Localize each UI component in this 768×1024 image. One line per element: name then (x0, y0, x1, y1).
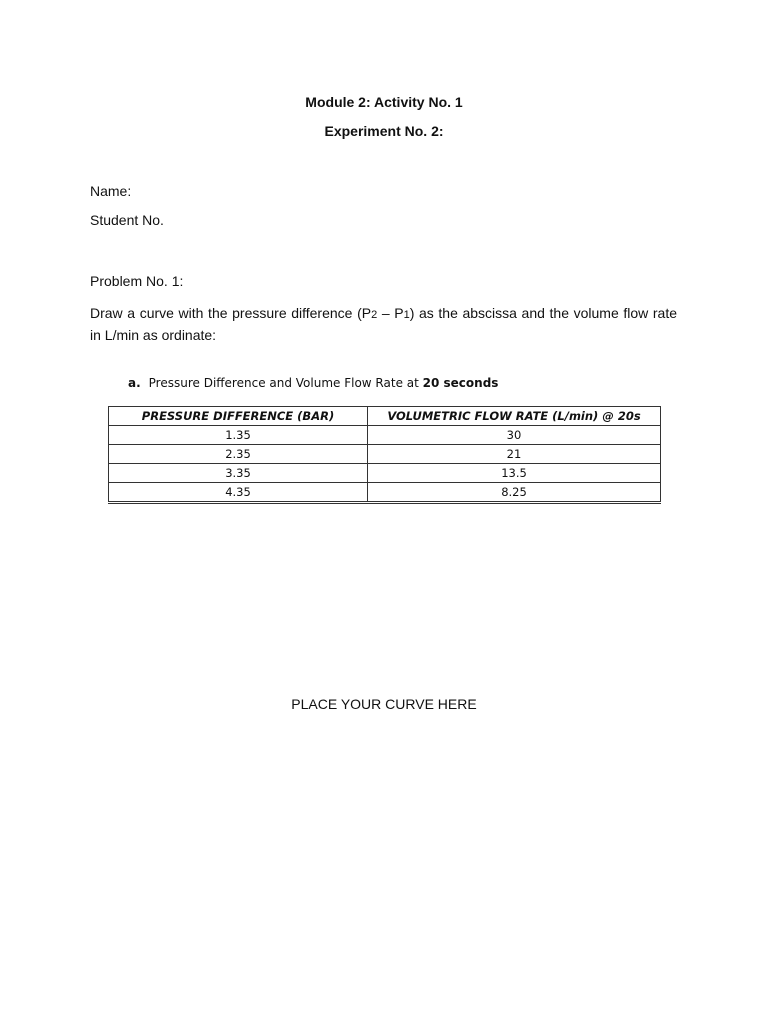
table-row (109, 483, 661, 503)
pressure-cell: 1.35 (109, 426, 368, 445)
pressure-cell: 3.35 (109, 464, 368, 483)
table-row (109, 445, 661, 464)
desc-sub-2: 2 (371, 309, 378, 321)
section-letter: a. (128, 376, 141, 390)
table-row (109, 426, 661, 445)
curve-placeholder: PLACE YOUR CURVE HERE (291, 696, 477, 712)
experiment-title: Experiment No. 2: (324, 123, 444, 139)
section-text: Pressure Difference and Volume Flow Rate at (148, 376, 423, 390)
section-bold: 20 seconds (422, 376, 499, 390)
problem-description (90, 303, 677, 345)
header-pressure: PRESSURE DIFFERENCE (BAR) (109, 407, 368, 426)
data-table (108, 406, 661, 504)
name-label: Name: (90, 183, 132, 199)
student-number-label: Student No. (90, 212, 164, 228)
module-title: Module 2: Activity No. 1 (305, 94, 463, 110)
table-header-row (109, 407, 661, 426)
flow-cell: 21 (368, 445, 661, 464)
desc-part1: Draw a curve with the pressure difference (P (90, 305, 372, 321)
header-flow: VOLUMETRIC FLOW RATE (L/min) @ 20s (368, 407, 661, 426)
flow-cell: 13.5 (368, 464, 661, 483)
desc-part2: – P (377, 305, 404, 321)
desc-part3: ) as the abscissa and the volume flow rate in L/min as ordinate: (90, 305, 678, 343)
flow-cell: 30 (368, 426, 661, 445)
desc-sub-1: 1 (403, 309, 410, 321)
pressure-cell: 4.35 (109, 483, 368, 503)
section-heading (128, 376, 498, 390)
flow-cell: 8.25 (368, 483, 661, 503)
table-row (109, 464, 661, 483)
problem-label: Problem No. 1: (90, 273, 184, 289)
pressure-cell: 2.35 (109, 445, 368, 464)
